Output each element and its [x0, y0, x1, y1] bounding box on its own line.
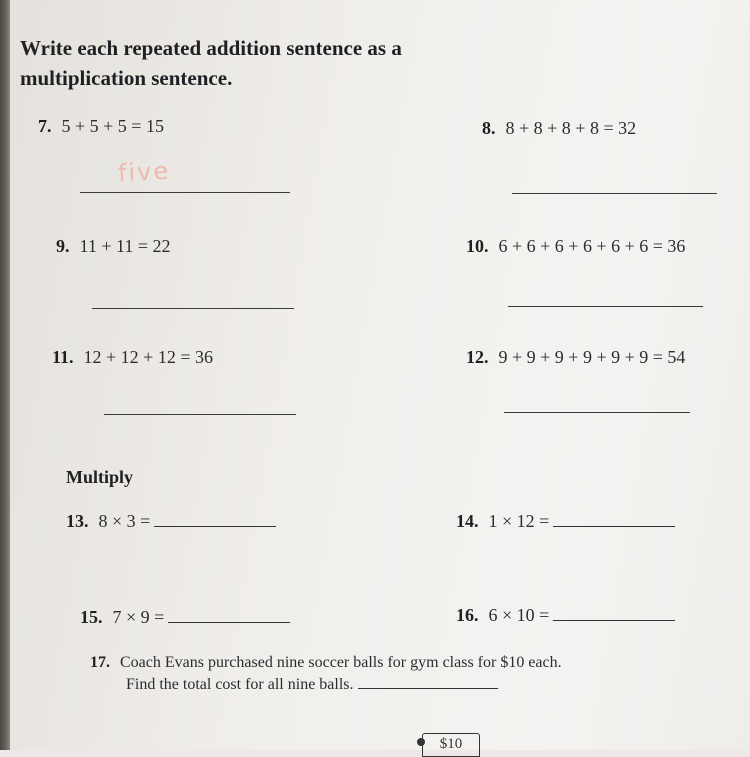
answer-line-15[interactable]	[168, 606, 290, 623]
answer-line-13[interactable]	[154, 510, 276, 527]
answer-line-10[interactable]	[508, 306, 703, 307]
problem-number: 15.	[80, 607, 103, 627]
problem-text: 6 + 6 + 6 + 6 + 6 + 6 = 36	[498, 236, 686, 256]
problem-15	[80, 606, 290, 628]
instructions-heading: Write each repeated addition sentence as a multiplication sentence.	[20, 36, 402, 90]
problem-number: 9.	[56, 236, 70, 256]
word-problem-17	[90, 652, 562, 696]
answer-line-11[interactable]	[104, 414, 296, 415]
answer-line-8[interactable]	[512, 193, 717, 194]
answer-line-14[interactable]	[553, 510, 675, 527]
problem-16	[456, 604, 675, 626]
answer-line-9[interactable]	[92, 308, 294, 309]
problem-12	[466, 347, 685, 368]
problem-text: 9 + 9 + 9 + 9 + 9 + 9 = 54	[498, 347, 686, 367]
price-tag: $10	[422, 733, 480, 757]
problem-text: 1 × 12 =	[488, 511, 550, 531]
problem-number: 8.	[482, 118, 496, 138]
problem-11	[52, 347, 213, 368]
problem-text: 12 + 12 + 12 = 36	[83, 347, 213, 367]
problem-number: 14.	[456, 511, 479, 531]
problem-number: 7.	[38, 116, 52, 136]
problem-number: 17.	[90, 654, 110, 671]
problem-text: 8 + 8 + 8 + 8 = 32	[505, 118, 637, 138]
problem-9	[56, 236, 170, 257]
answer-line-12[interactable]	[504, 412, 690, 413]
problem-text: 5 + 5 + 5 = 15	[61, 116, 164, 136]
word-problem-line-1: Coach Evans purchased nine soccer balls for gym class for $10 each.	[120, 654, 562, 671]
problem-number: 16.	[456, 605, 479, 625]
binding-shadow	[0, 0, 10, 750]
answer-line-16[interactable]	[553, 604, 675, 621]
problem-10	[466, 236, 685, 257]
problem-number: 10.	[466, 236, 489, 256]
problem-13	[66, 510, 276, 532]
problem-8	[482, 118, 636, 139]
problem-text: 7 × 9 =	[112, 607, 165, 627]
word-problem-line-2: Find the total cost for all nine balls.	[126, 676, 354, 693]
problem-7	[38, 116, 164, 137]
problem-number: 13.	[66, 511, 89, 531]
problem-number: 11.	[52, 347, 74, 367]
answer-line-7[interactable]	[80, 192, 290, 193]
section-title-multiply: Multiply	[66, 467, 134, 487]
problem-14	[456, 510, 675, 532]
handwritten-answer: five	[117, 156, 171, 188]
problem-number: 12.	[466, 347, 489, 367]
problem-text: 6 × 10 =	[488, 605, 550, 625]
problem-text: 8 × 3 =	[98, 511, 151, 531]
problem-text: 11 + 11 = 22	[79, 236, 171, 256]
answer-line-17[interactable]	[358, 674, 498, 689]
